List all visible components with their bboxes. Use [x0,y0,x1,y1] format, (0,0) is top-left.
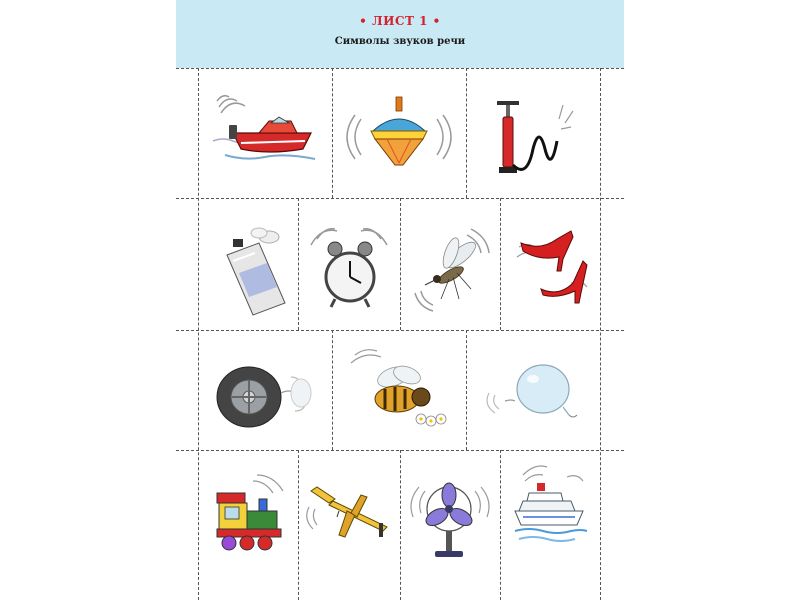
toy-train-icon [199,451,298,600]
card-red-shoes [501,199,600,330]
sheet-title: • ЛИСТ 1 • [359,14,441,28]
mosquito-icon [401,199,500,330]
card-spinning-top [333,69,466,198]
card-mosquito [401,199,500,330]
card-alarm-clock [299,199,400,330]
card-motorboat [199,69,332,198]
card-air-pump [467,69,600,198]
sheet-subtitle: Символы звуков речи [334,36,466,47]
card-toy-train [199,451,298,600]
deflating-balloon-icon [467,331,600,450]
motorboat-icon [199,69,332,198]
deflating-tire-icon [199,331,332,450]
airplane-icon [299,451,400,600]
card-deflating-balloon [467,331,600,450]
spinning-top-icon [333,69,466,198]
sheet-header [176,0,624,68]
card-cruise-ship [501,451,600,600]
card-electric-fan [401,451,500,600]
card-spray-can [199,199,298,330]
cut-line [600,68,601,600]
cruise-ship-icon [501,451,600,600]
bee-icon [333,331,466,450]
card-airplane [299,451,400,600]
card-deflating-tire [199,331,332,450]
spray-can-icon [199,199,298,330]
alarm-clock-icon [299,199,400,330]
card-bee [333,331,466,450]
air-pump-icon [467,69,600,198]
red-shoes-icon [501,199,600,330]
electric-fan-icon [401,451,500,600]
